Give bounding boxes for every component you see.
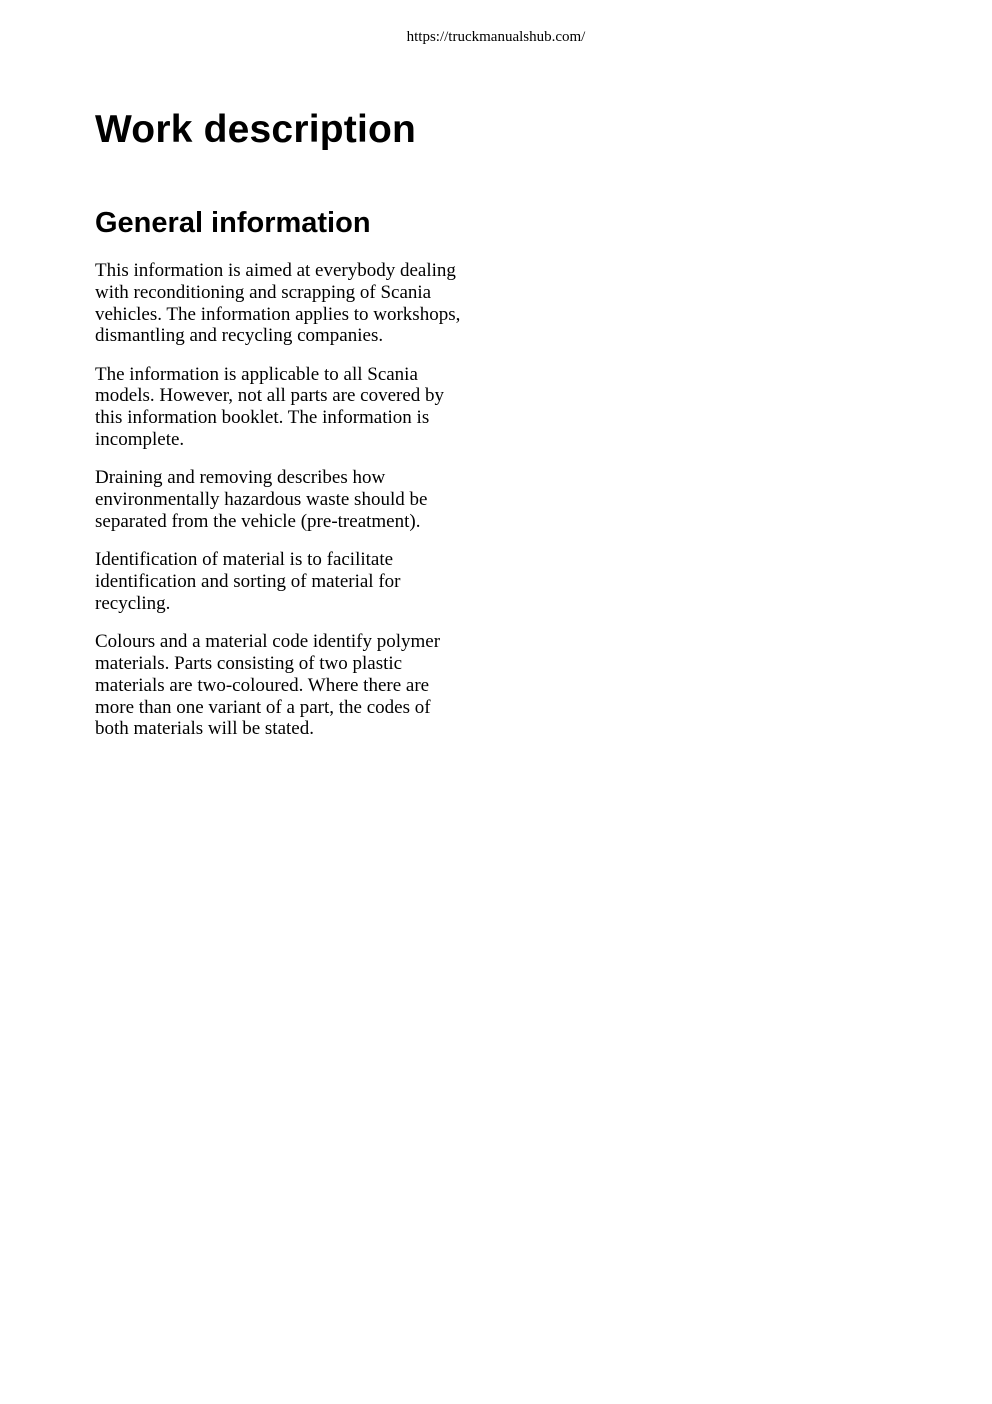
paragraph-colours: Colours and a material code identify polymer materials. Parts consisting of two plastic materials are two-coloured. Where there are more than one variant of a part, the codes of both materials will be stated. bbox=[95, 631, 441, 740]
paragraph-identification: Identification of material is to facilitate identification and sorting of material for recycling. bbox=[95, 549, 401, 614]
document-body bbox=[95, 105, 495, 757]
source-url: https://truckmanualshub.com/ bbox=[406, 29, 586, 45]
paragraph-intro: This information is aimed at everybody dealing with reconditioning and scrapping of Scania vehicles. The information applies to workshops, dismantling and recycling companies. bbox=[95, 260, 461, 347]
paragraph-applicability: The information is applicable to all Scania models. However, not all parts are covered by this information booklet. The information is incomplete. bbox=[95, 363, 445, 451]
section-title: General information bbox=[95, 207, 371, 239]
paragraph-draining: Draining and removing describes how environmentally hazardous waste should be separated from the vehicle (pre-treatment). bbox=[95, 467, 428, 532]
paragraph-list bbox=[95, 260, 495, 740]
page-title: Work description bbox=[95, 108, 417, 151]
